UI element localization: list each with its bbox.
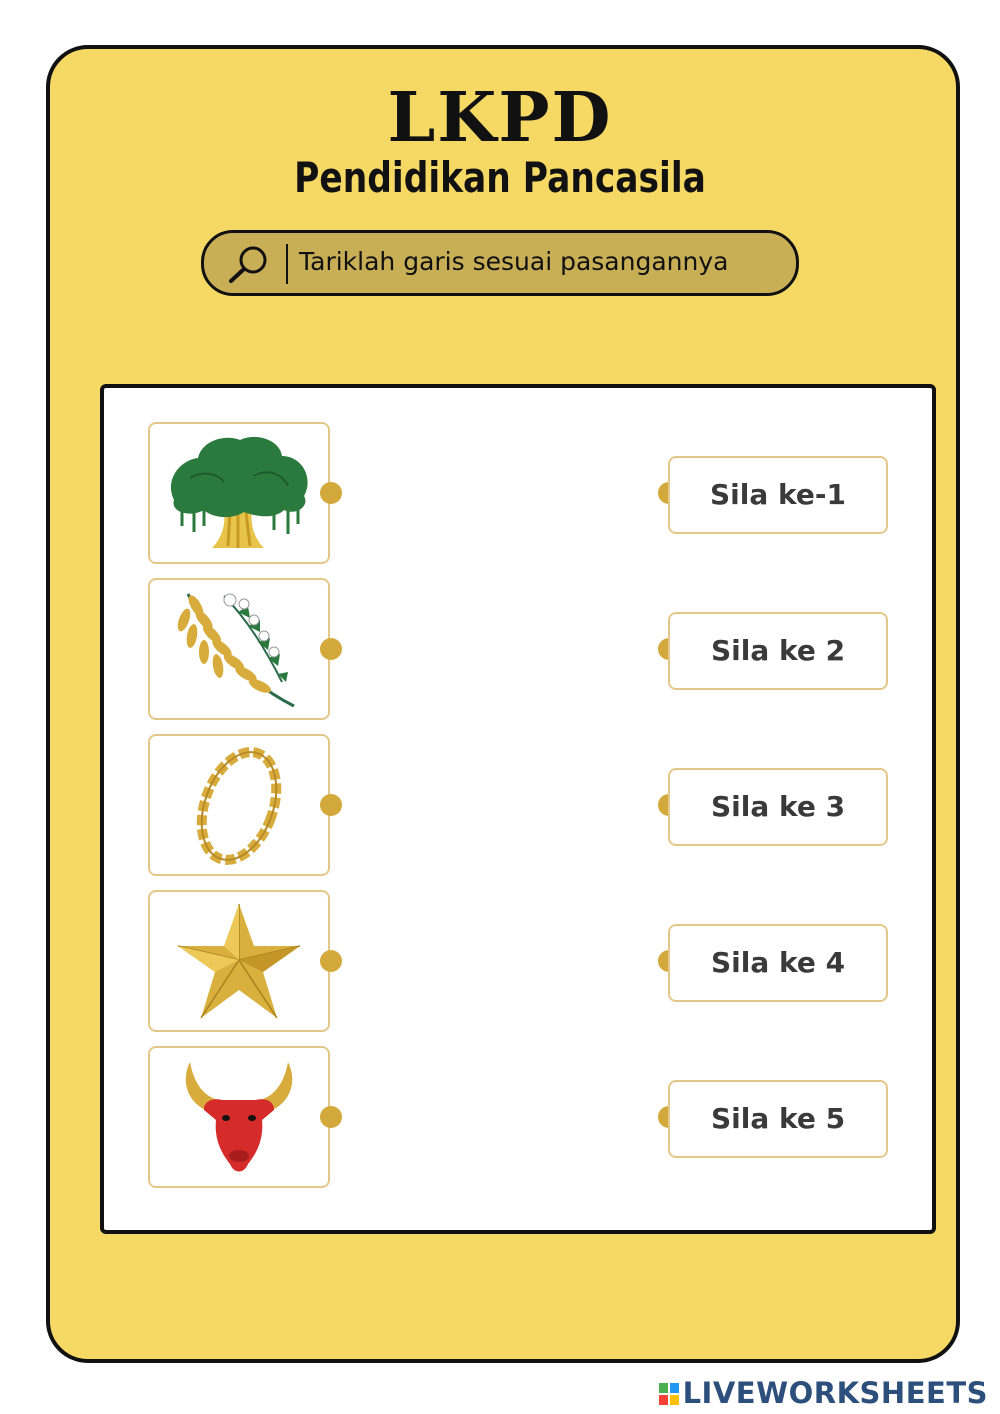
worksheet-title: LKPD — [387, 78, 613, 158]
connector-dot[interactable] — [320, 482, 342, 504]
answer-box-sila-3 — [668, 768, 888, 846]
magnifier-icon — [226, 243, 270, 285]
connector-dot[interactable] — [320, 950, 342, 972]
brand-text: LIVEWORKSHEETS — [682, 1376, 988, 1410]
answer-box-sila-4 — [668, 924, 888, 1002]
picture-bull-head — [148, 1046, 330, 1188]
connector-dot[interactable] — [320, 638, 342, 660]
picture-star — [148, 890, 330, 1032]
star-icon — [164, 898, 314, 1024]
answer-label: Sila ke 3 — [710, 790, 846, 823]
answer-box-sila-2 — [668, 612, 888, 690]
chain-icon — [164, 742, 314, 868]
liveworksheets-brand — [659, 1376, 988, 1410]
worksheet-subtitle: Pendidikan Pancasila — [294, 153, 706, 202]
rice-cotton-icon — [164, 586, 314, 712]
liveworksheets-logo-icon — [659, 1383, 679, 1405]
answer-label: Sila ke-1 — [710, 478, 846, 511]
instruction-text: Tariklah garis sesuai pasangannya — [299, 247, 729, 276]
connector-dot[interactable] — [320, 794, 342, 816]
answer-label: Sila ke 2 — [710, 634, 846, 667]
picture-rice-cotton — [148, 578, 330, 720]
bull-head-icon — [164, 1054, 314, 1180]
picture-banyan-tree — [148, 422, 330, 564]
banyan-tree-icon — [164, 430, 314, 556]
answer-box-sila-1 — [668, 456, 888, 534]
connector-dot[interactable] — [320, 1106, 342, 1128]
answer-label: Sila ke 5 — [710, 1102, 846, 1135]
picture-chain — [148, 734, 330, 876]
instruction-separator — [286, 244, 288, 284]
answer-box-sila-5 — [668, 1080, 888, 1158]
answer-label: Sila ke 4 — [710, 946, 846, 979]
instruction-bar — [201, 230, 799, 296]
